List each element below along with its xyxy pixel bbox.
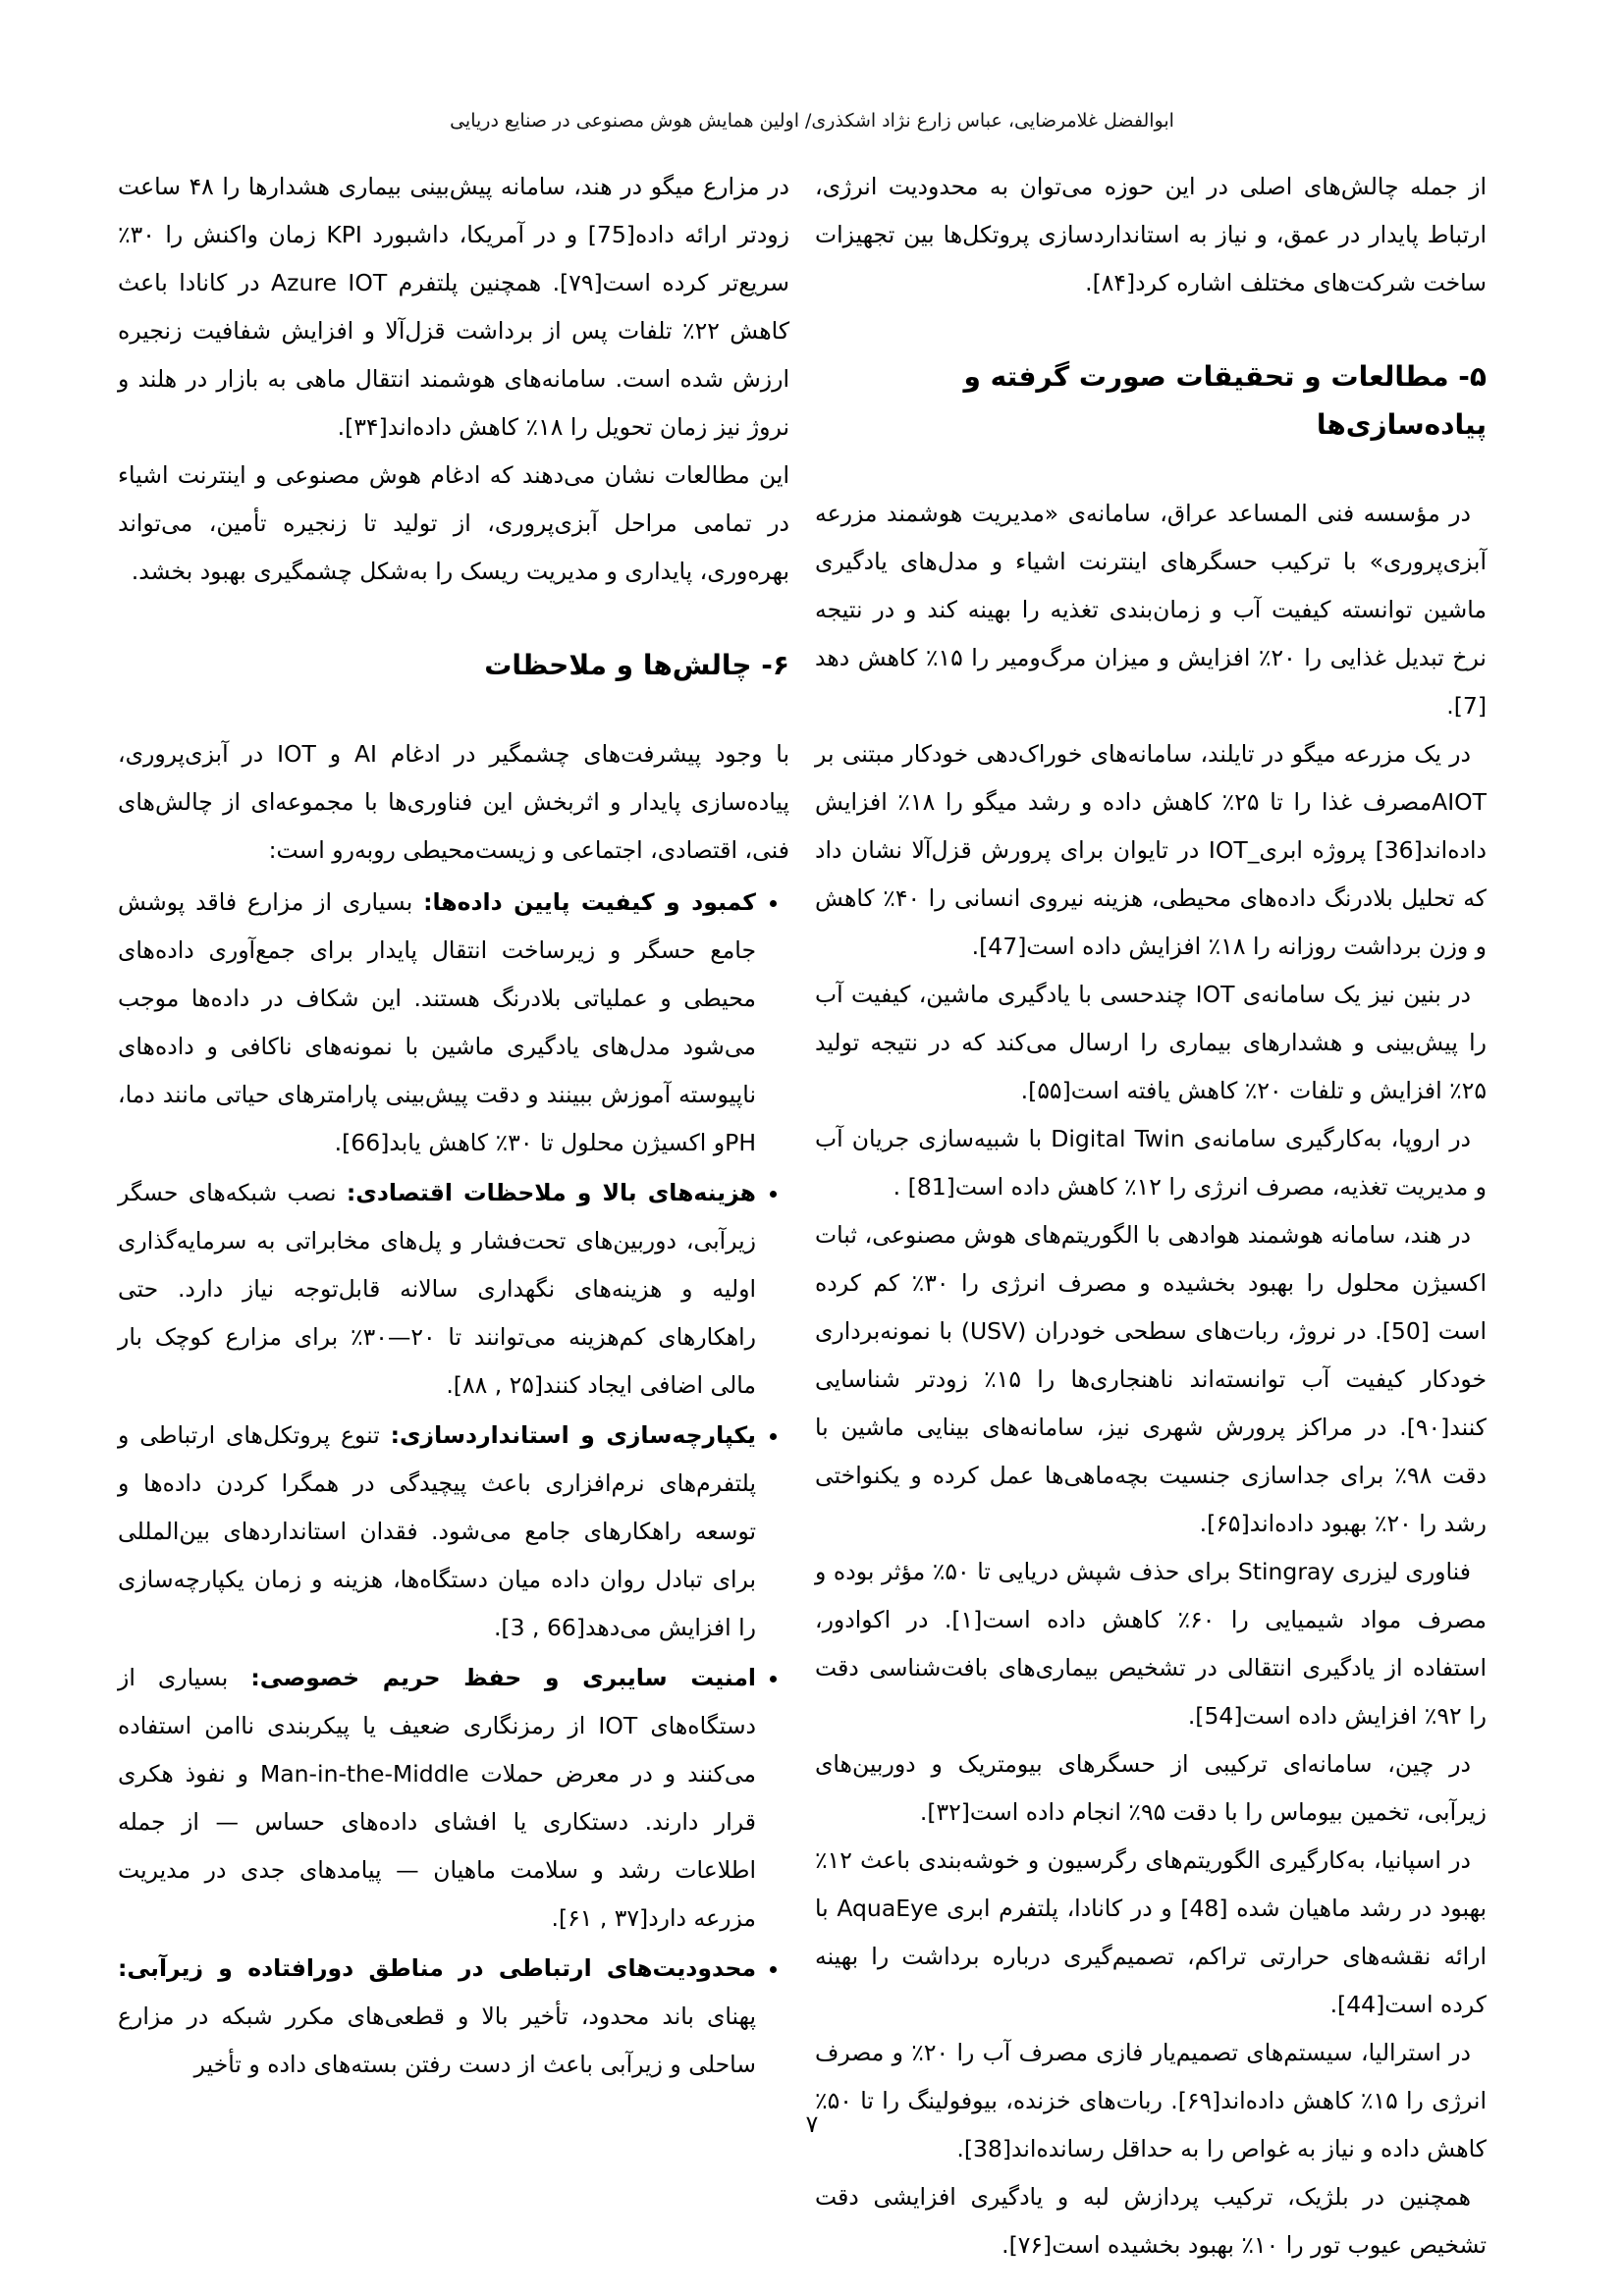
paragraph: در چین، سامانه‌ای ترکیبی از حسگرهای بیومتریک و دوربین‌های زیرآبی، تخمین بیوماس را با دقت ۹۵٪ انجام داده است[۳۲]. (815, 1750, 1487, 1826)
bullet-title: کمبود و کیفیت پایین داده‌ها: (423, 888, 756, 916)
bullet-body: نصب شبکه‌های حسگر زیرآبی، دوربین‌های تحت‌فشار و پل‌های مخابراتی به سرمایه‌گذاری اولیه و هزینه‌های نگهداری سالانه قابل‌توجه نیاز دارد. حتی راهکارهای کم‌هزینه می‌توانند تا ۲۰—۳۰٪ برای مزارع کوچک بار مالی اضافی ایجاد کنند[۲۵ , ۸۸]. (118, 1179, 756, 1399)
list-item (118, 879, 756, 1167)
bullet-title: یکپارچه‌سازی و استانداردسازی: (390, 1421, 756, 1449)
paragraph-challenges-lead: با وجود پیشرفت‌های چشمگیر در ادغام AI و IOT در آبزی‌پروری، پیاده‌سازی پایدار و اثربخش این فناوری‌ها با مجموعه‌ای از چالش‌های فنی، اقتصادی، اجتماعی و زیست‌محیطی روبه‌رو است: (118, 740, 789, 864)
bullet-title: امنیت سایبری و حفظ حریم خصوصی: (250, 1664, 756, 1691)
paragraph-challenges-intro: از جمله چالش‌های اصلی در این حوزه می‌توان به محدودیت انرژی، ارتباط پایدار در عمق، و نیاز به استانداردسازی پروتکل‌ها بین تجهیزات ساخت شرکت‌های مختلف اشاره کرد[۸۴]. (815, 173, 1487, 296)
paragraph: در بنین نیز یک سامانه‌ی IOT چندحسی با یادگیری ماشین، کیفیت آب را پیش‌بینی و هشدارهای بیماری را ارسال می‌کند که در نتیجه تولید ۲۵٪ افزایش و تلفات ۲۰٪ کاهش یافته است[۵۵]. (815, 981, 1487, 1104)
paragraph: در استرالیا، سیستم‌های تصمیم‌یار فازی مصرف آب را ۲۰٪ و مصرف انرژی را ۱۵٪ کاهش داده‌اند[۶۹]. ربات‌های خزنده، بیوفولینگ را تا ۵۰٪ کاهش داده و نیاز به غواص را به حداقل رسانده‌اند[38]. (815, 2039, 1487, 2163)
challenges-list (118, 879, 789, 2089)
bullet-title: هزینه‌های بالا و ملاحظات اقتصادی: (346, 1179, 756, 1206)
bullet-title: محدودیت‌های ارتباطی در مناطق دورافتاده و زیرآبی: (118, 1954, 756, 1982)
paragraph: در مؤسسه فنی المساعد عراق، سامانه‌ی «مدیریت هوشمند مزرعه آبزی‌پروری» با ترکیب حسگرهای اینترنت اشیاء و مدل‌های یادگیری ماشین توانسته کیفیت آب و زمان‌بندی تغذیه را بهینه کند و در نتیجه نرخ تبدیل غذایی را ۲۰٪ افزایش و میزان مرگ‌ومیر را ۱۵٪ کاهش دهد [7]. (815, 500, 1487, 720)
paragraph: در مزارع میگو در هند، سامانه پیش‌بینی بیماری هشدارها را ۴۸ ساعت زودتر ارائه داده[75] و در آمریکا، داشبورد KPI زمان واکنش را ۳۰٪ سریع‌تر کرده است[۷۹]. همچنین پلتفرم Azure IOT در کانادا باعث کاهش ۲۲٪ تلفات پس از برداشت قزل‌آلا و افزایش شفافیت زنجیره ارزش شده است. سامانه‌های هوشمند انتقال ماهی به بازار در هلند و نروژ نیز زمان تحویل را ۱۸٪ کاهش داده‌اند[۳۴]. (118, 173, 790, 441)
paragraph: فناوری لیزری Stingray برای حذف شپش دریایی تا ۵۰٪ مؤثر بوده و مصرف مواد شیمیایی را ۶۰٪ کاهش داده است[۱]. در اکوادور، استفاده از یادگیری انتقالی در تشخیص بیماری‌های بافت‌شناسی دقت را ۹۲٪ افزایش داده است[54]. (815, 1558, 1487, 1730)
list-item (118, 1654, 756, 1943)
left-column (118, 163, 789, 2091)
bullet-body: تنوع پروتکل‌های ارتباطی و پلتفرم‌های نرم‌افزاری باعث پیچیدگی در همگرا کردن داده‌ها و توسعه راهکارهای جامع می‌شود. فقدان استانداردهای بین‌المللی برای تبادل روان داده میان دستگاه‌ها، هزینه و زمان یکپارچه‌سازی را افزایش می‌دهد[66 , 3]. (118, 1421, 756, 1641)
paragraph: این مطالعات نشان می‌دهند که ادغام هوش مصنوعی و اینترنت اشیاء در تمامی مراحل آبزی‌پروری، از تولید تا زنجیره تأمین، می‌تواند بهره‌وری، پایداری و مدیریت ریسک را به‌شکل چشمگیری بهبود بخشد. (118, 461, 789, 585)
list-item (118, 1412, 756, 1652)
list-item (118, 1169, 756, 1410)
bullet-body: بسیاری از مزارع فاقد پوشش جامع حسگر و زیرساخت انتقال پایدار برای جمع‌آوری داده‌های محیطی و عملیاتی بلادرنگ هستند. این شکاف در داده‌ها موجب می‌شود مدل‌های یادگیری ماشین با نمونه‌های ناکافی و داده‌های ناپیوسته آموزش ببینند و دقت پیش‌بینی پارامترهای حیاتی مانند دما، PHو اکسیژن محلول تا ۳۰٪ کاهش یابد[66]. (118, 888, 756, 1156)
section-6-heading: ۶- چالش‌ها و ملاحظات (484, 649, 789, 681)
list-item (118, 1945, 756, 2089)
paragraph: در یک مزرعه میگو در تایلند، سامانه‌های خوراک‌دهی خودکار مبتنی بر AIOTمصرف غذا را تا ۲۵٪ کاهش داده و رشد میگو را ۱۸٪ افزایش داده‌اند[36] پروژه ابری_IOT در تایوان برای پرورش قزل‌آلا نشان داد که تحلیل بلادرنگ داده‌های محیطی، هزینه نیروی انسانی را ۴۰٪ کاهش و وزن برداشت روزانه را ۱۸٪ افزایش داده است[47]. (815, 740, 1488, 960)
bullet-body: پهنای باند محدود، تأخیر بالا و قطعی‌های مکرر شبکه در مزارع ساحلی و زیرآبی باعث از دست رفتن بسته‌های داده و تأخیر (118, 2002, 756, 2078)
section-5-heading: ۵- مطالعات و تحقیقات صورت گرفته و پیاده‌سازی‌ها (963, 360, 1487, 441)
paragraph: در اروپا، به‌کارگیری سامانه‌ی Digital Twin با شبیه‌سازی جریان آب و مدیریت تغذیه، مصرف انرژی را ۱۲٪ کاهش داده است[81] . (815, 1125, 1487, 1201)
paragraph: در هند، سامانه هوشمند هوادهی با الگوریتم‌های هوش مصنوعی، ثبات اکسیژن محلول را بهبود بخشیده و مصرف انرژی را ۳۰٪ کم کرده است [50]. در نروژ، ربات‌های سطحی خودران (USV) با نمونه‌برداری خودکار کیفیت آب توانسته‌اند ناهنجاری‌ها را ۱۵٪ زودتر شناسایی کنند[۹۰]. در مراکز پرورش شهری نیز، سامانه‌های بینایی ماشین با دقت ۹۸٪ برای جداسازی جنسیت بچه‌ماهی‌ها عمل کرده و یکنواختی رشد را ۲۰٪ بهبود داده‌اند[۶۵]. (815, 1221, 1487, 1537)
page-number: ۷ (805, 2110, 819, 2138)
paragraph: همچنین در بلژیک، ترکیب پردازش لبه و یادگیری افزایشی دقت تشخیص عیوب تور را ۱۰٪ بهبود بخشیده است[۷۶]. (815, 2183, 1487, 2259)
paragraph: در اسپانیا، به‌کارگیری الگوریتم‌های رگرسیون و خوشه‌بندی باعث ۱۲٪ بهبود در رشد ماهیان شده [48] و در کانادا، پلتفرم ابری AquaEye با ارائه نقشه‌های حرارتی تراکم، تصمیم‌گیری درباره برداشت را بهینه کرده است[44]. (815, 1846, 1487, 2018)
right-column (815, 163, 1487, 2269)
bullet-body: بسیاری از دستگاه‌های IOT از رمزنگاری ضعیف یا پیکربندی ناامن استفاده می‌کنند و در معرض حملات Man-in-the-Middle و نفوذ هکری قرار دارند. دستکاری یا افشای داده‌های حساس — از جمله اطلاعات رشد و سلامت ماهیان — پیامدهای جدی در مدیریت مزرعه دارد[۳۷ , ۶۱]. (118, 1664, 756, 1932)
running-header: ابوالفضل غلامرضایی، عباس زارع نژاد اشکذری/ اولین همایش هوش مصنوعی در صنایع دریایی (450, 110, 1174, 132)
